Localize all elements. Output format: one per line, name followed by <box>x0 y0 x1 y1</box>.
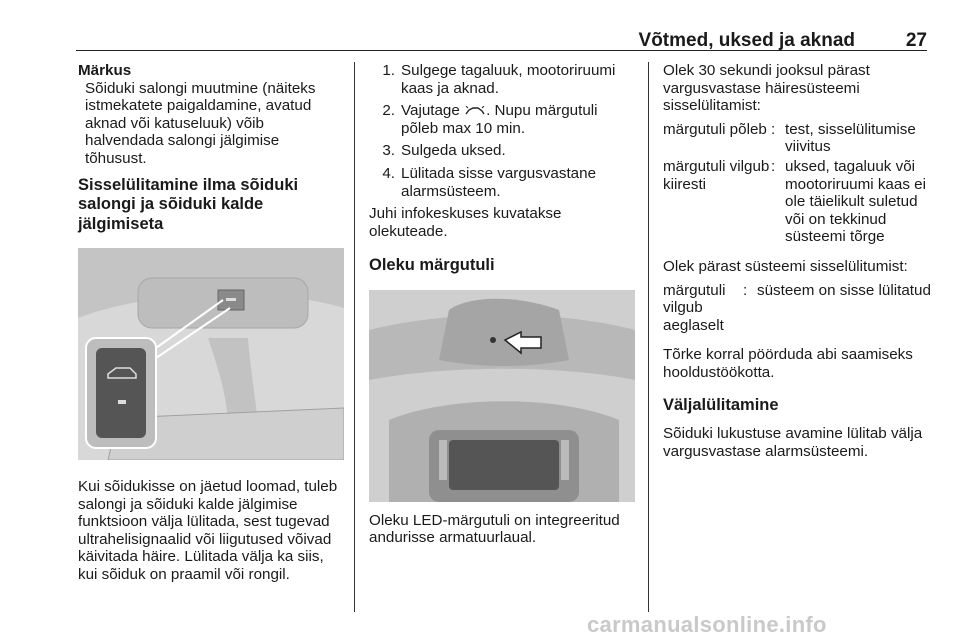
car-alarm-icon <box>464 106 486 116</box>
table-row: märgutuli vilgub aeglaselt : süsteem on sisse lülitatud <box>663 281 931 334</box>
table-row: märgutuli vilgub kiiresti : uksed, tagaluuk või mootoriruumi kaas ei ole täielikult suletud või on tekkinud süsteemi tõrge <box>663 157 926 246</box>
section-heading: Sisselülitamine ilma sõiduki salongi ja sõiduki kalde jälgimiseta <box>78 175 299 233</box>
mirror-illustration-svg <box>78 248 344 460</box>
list-item: 1. Sulgege tagaluuk, mootoriruumi kaas ja aknad. <box>382 62 616 97</box>
watermark: carmanualsonline.info <box>587 612 827 637</box>
column-middle <box>369 62 637 547</box>
page-header <box>76 28 927 51</box>
body-paragraph: Olek 30 sekundi jooksul pärast vargusvastase häiresüsteemi sisselülitamist: <box>663 62 870 115</box>
page-number: 27 <box>905 30 927 51</box>
section-heading: Oleku märgutuli <box>369 256 495 275</box>
figure-caption: Oleku LED-märgutuli on integreeritud andurisse armatuurlaual. <box>369 511 620 547</box>
column-right <box>663 62 933 460</box>
list-item: 3. Sulgeda uksed. <box>382 142 506 160</box>
note-label: Märkus <box>78 62 132 79</box>
steps-list <box>369 62 637 200</box>
list-item: 2. Vajutage . Nupu märgutuli põleb max 10 min. <box>382 102 598 137</box>
dashboard-illustration-svg <box>369 290 635 502</box>
note-text: Sõiduki salongi muutmine (näiteks istmekatete paigaldamine, avatud aknad või katuseluuk) võib halvendada salongi jälgimise tõhusust. <box>85 79 316 167</box>
section-heading: Väljalülitamine <box>663 395 779 414</box>
body-paragraph: Olek pärast süsteemi sisselülitumist: <box>663 257 908 275</box>
status-table <box>663 282 933 335</box>
column-left <box>78 62 343 584</box>
dashboard-led-illustration <box>369 290 635 502</box>
body-paragraph: Juhi infokeskuses kuvatakse olekuteade. <box>369 205 562 240</box>
table-row: märgutuli põleb : test, sisselülitumise viivitus <box>663 120 916 156</box>
body-paragraph: Sõiduki lukustuse avamine lülitab välja vargusvastase alarmsüsteemi. <box>663 425 923 460</box>
page-title: Võtmed, uksed ja aknad <box>638 30 855 51</box>
mirror-button-illustration <box>78 248 344 460</box>
status-table <box>663 121 933 246</box>
column-divider <box>648 62 649 612</box>
column-divider <box>354 62 355 612</box>
list-item: 4. Lülitada sisse vargusvastane alarmsüsteem. <box>382 164 597 200</box>
body-paragraph: Kui sõidukisse on jäetud loomad, tuleb salongi ja sõiduki kalde jälgimise funktsioon välja lülitada, sest tugevad ultrahelisignaalid või liigutused võivad käivitada häire. Lülitada välja ka siis, kui sõiduk on praamil või rongil. <box>78 478 338 584</box>
body-paragraph: Tõrke korral pöörduda abi saamiseks hooldustöökotta. <box>663 346 913 381</box>
